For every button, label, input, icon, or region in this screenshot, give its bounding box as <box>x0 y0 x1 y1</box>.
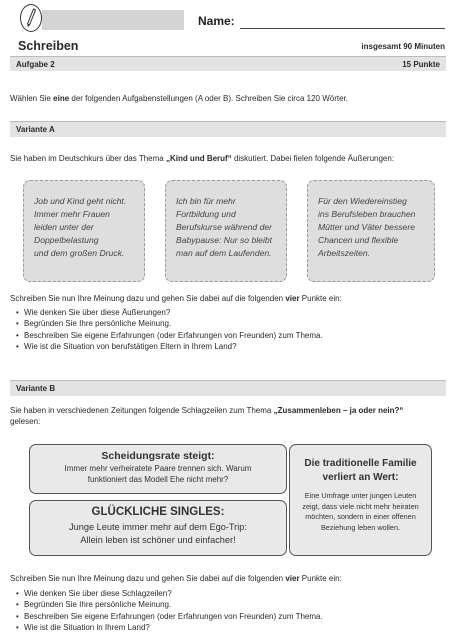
task-points: 15 Punkte <box>402 60 440 69</box>
page-title: Schreiben <box>18 39 79 53</box>
intro-text: Wählen Sie eine der folgenden Aufgabenstellungen (A oder B). Schreiben Sie circa 120 Wörter. <box>10 94 348 103</box>
variant-b-context: Sie haben in verschiedenen Zeitungen folgende Schlagzeilen zum Thema „Zusammenleben – ja oder nein?“ gelesen: <box>10 406 404 426</box>
headline-title: Die traditionelle Familie verliert an Wert: <box>304 458 417 483</box>
headline-family: Die traditionelle Familie verliert an Wert: Eine Umfrage unter jungen Leuten zeigt, dass viele nicht mehr heiraten möchten, sondern in einer offenen Beziehung leben wollen. <box>289 444 432 556</box>
variant-b-label: Variante B <box>16 384 56 393</box>
variant-a-instruction: Schreiben Sie nun Ihre Meinung dazu und gehen Sie dabei auf die folgenden vier Punkte ein: <box>10 294 342 303</box>
list-item: • Beschreiben Sie eigene Erfahrungen (oder Erfahrungen von Freunden) zum Thema. <box>24 611 455 622</box>
variant-a-label: Variante A <box>16 125 55 134</box>
headline-singles: GLÜCKLICHE SINGLES: Junge Leute immer mehr auf dem Ego-Trip: Allein leben ist schöner und einfacher! <box>29 500 287 556</box>
headline-title: GLÜCKLICHE SINGLES: <box>91 506 225 518</box>
name-label: Name: <box>198 14 235 28</box>
quote-card: Job und Kind geht nicht. Immer mehr Frauen leiden unter der Doppelbelastung und dem großen Druck. <box>23 180 145 282</box>
quote-card: Für den Wiedereinstieg ins Berufsleben brauchen Mütter und Väter bessere Chancen und flexible Arbeitszeiten. <box>307 180 435 282</box>
pen-icon <box>20 4 42 32</box>
list-item: • Wie denken Sie über diese Äußerungen? <box>24 307 455 318</box>
list-item: • Wie ist die Situation von berufstätigen Eltern in Ihrem Land? <box>24 341 455 352</box>
total-time: insgesamt 90 Minuten <box>361 42 445 51</box>
list-item: • Wie denken Sie über diese Schlagzeilen? <box>24 588 455 599</box>
variant-a-points <box>10 307 455 352</box>
name-input-line[interactable] <box>240 28 445 29</box>
quote-card: Ich bin für mehr Fortbildung und Berufskurse während der Babypause: Nur so bleibt man auf dem Laufenden. <box>165 180 287 282</box>
headline-title: Scheidungsrate steigt: <box>101 450 215 462</box>
list-item: • Begründen Sie Ihre persönliche Meinung. <box>24 318 455 329</box>
header-bar <box>42 10 184 30</box>
variant-b-bar <box>10 380 446 396</box>
task-bar <box>10 56 446 71</box>
list-item: • Begründen Sie Ihre persönliche Meinung. <box>24 599 455 610</box>
variant-a-bar <box>10 121 446 137</box>
list-item: • Beschreiben Sie eigene Erfahrungen (oder Erfahrungen von Freunden) zum Thema. <box>24 330 455 341</box>
list-item: • Wie ist die Situation in Ihrem Land? <box>24 622 455 633</box>
headline-divorce: Scheidungsrate steigt: Immer mehr verheiratete Paare trennen sich. Warum funktioniert das Modell Ehe nicht mehr? <box>29 444 287 494</box>
task-label: Aufgabe 2 <box>16 60 55 69</box>
variant-b-instruction: Schreiben Sie nun Ihre Meinung dazu und gehen Sie dabei auf die folgenden vier Punkte ein: <box>10 574 342 583</box>
variant-b-points <box>10 588 455 633</box>
variant-a-context: Sie haben im Deutschkurs über das Thema „Kind und Beruf“ diskutiert. Dabei fielen folgende Äußerungen: <box>10 154 395 163</box>
